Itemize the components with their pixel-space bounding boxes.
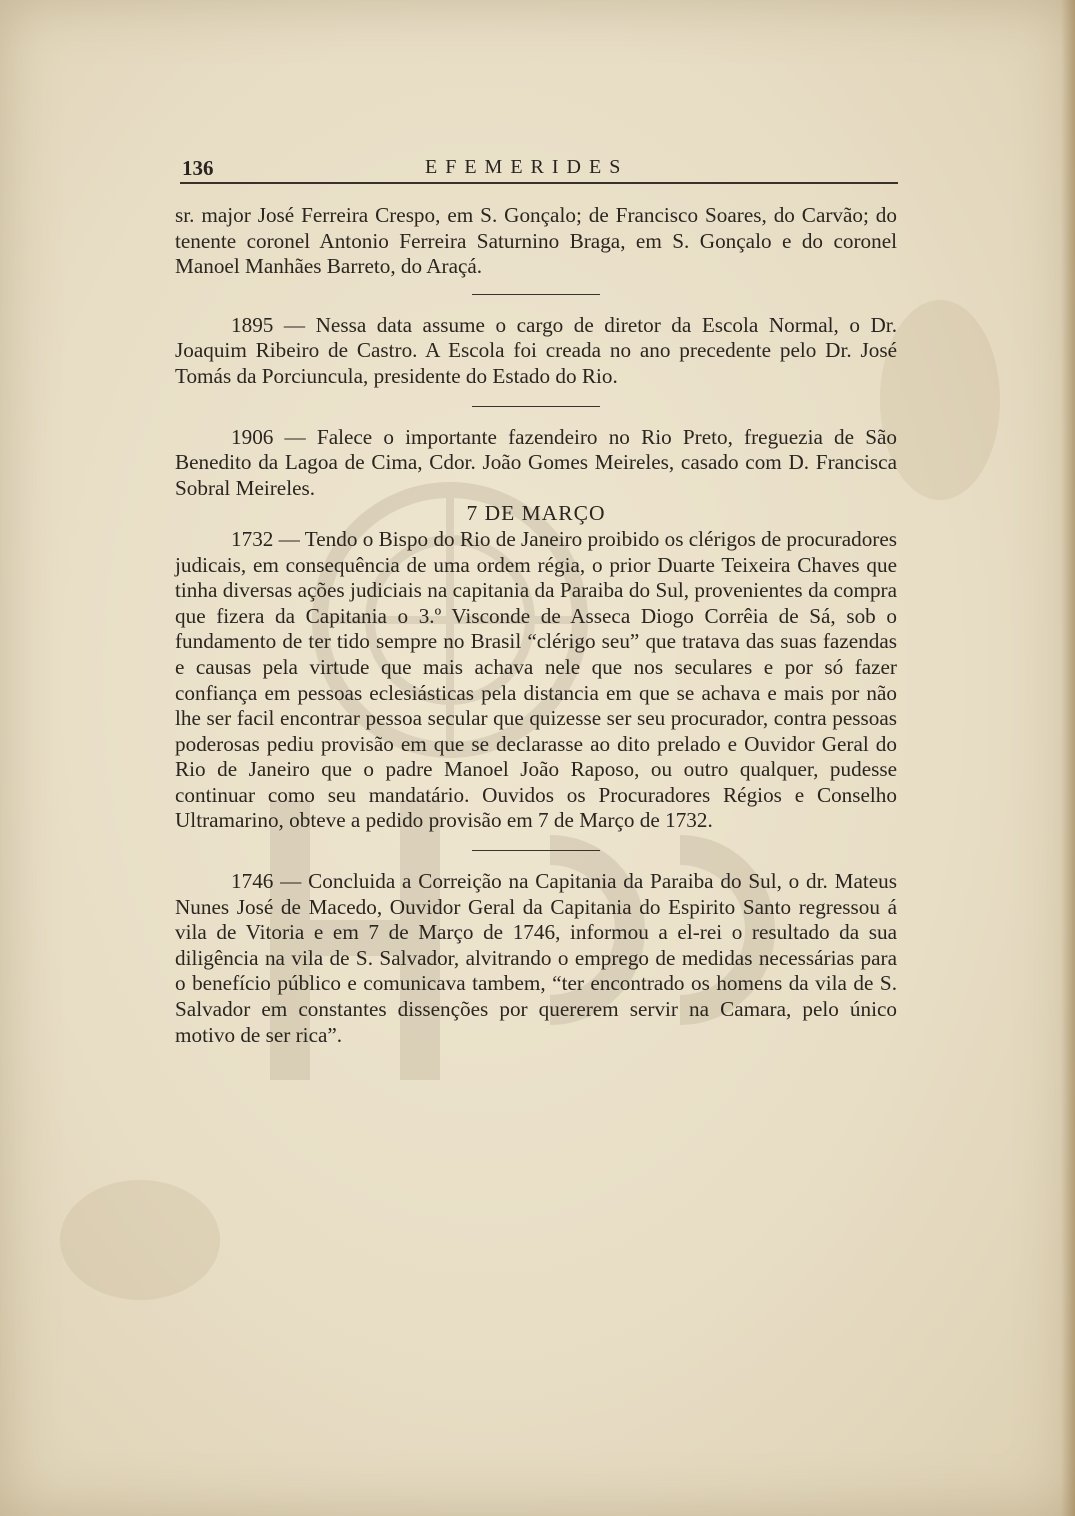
- continuation-paragraph: sr. major José Ferreira Crespo, em S. Gonçalo; de Francisco Soares, do Carvão; do tenente coronel Antonio Ferreira Saturnino Braga, em S. Gonçalo e do coronel Manoel Manhães Barreto, do Araçá.: [175, 203, 897, 279]
- entry-separator: [472, 294, 600, 295]
- section-heading: 7 DE MARÇO: [466, 501, 606, 526]
- page-edge-shadow: [1061, 0, 1075, 1516]
- paper-stain: [880, 300, 1000, 500]
- entry-1732: 1732 — Tendo o Bispo do Rio de Janeiro proibido os clérigos de procuradores judicais, em consequência de uma ordem régia, o prior Duarte Teixeira Chaves que tinha diversas ações judiciais na capitania da Paraiba do Sul, provenientes da compra que fizera da Capitania o 3.º Visconde de Asseca Diogo Corrêia de Sá, sob o fundamento de ter tido sempre no Brasil “clérigo seu” que tratava das suas fazendas e causas pela virtude que mais achava nele que nos seculares e por só fazer confiança em pessoas eclesiásticas pela distancia em que se achava e mais por não lhe ser facil encontrar pessoa secular que quizesse ser seu procurador, contra pessoas poderosas pediu provisão em que se declarasse ao dito prelado e Ouvidor Geral do Rio de Janeiro que o padre Manoel João Raposo, ou outro qualquer, pudesse continuar como seu mandatário. Ouvidos os Procuradores Régios e Conselho Ultramarino, obteve a pedido provisão em 7 de Março de 1732.: [175, 526, 898, 833]
- page-body: [175, 203, 897, 1048]
- paper-stain: [60, 1180, 220, 1300]
- page-header: [180, 150, 898, 182]
- entry-separator: [472, 850, 600, 851]
- entry-1895: 1895 — Nessa data assume o cargo de diretor da Escola Normal, o Dr. Joaquim Ribeiro de Castro. A Escola foi creada no ano precedente pelo Dr. José Tomás da Porciuncula, presidente do Estado do Rio.: [175, 312, 897, 388]
- running-title: EFEMERIDES: [425, 156, 629, 178]
- header-rule: [180, 182, 898, 184]
- entry-separator: [472, 406, 600, 407]
- entry-1906: 1906 — Falece o importante fazendeiro no Rio Preto, freguezia de São Benedito da Lagoa de Cima, Cdor. João Gomes Meireles, casado com D. Francisca Sobral Meireles.: [175, 424, 897, 500]
- page-number: 136: [182, 156, 214, 180]
- entry-1746: 1746 — Concluida a Correição na Capitania da Paraiba do Sul, o dr. Mateus Nunes José de Macedo, Ouvidor Geral da Capitania do Espirito Santo regressou á vila de Vitoria e em 7 de Março de 1746, informou a el-rei o resultado da sua diligência na vila de S. Salvador, alvitrando o emprego de medidas necessárias para o benefício público e comunicava tambem, “ter encontrado os homens da vila de S. Salvador em constantes dissenções por quererem servir na Camara, pelo único motivo de ser rica”.: [175, 869, 897, 1047]
